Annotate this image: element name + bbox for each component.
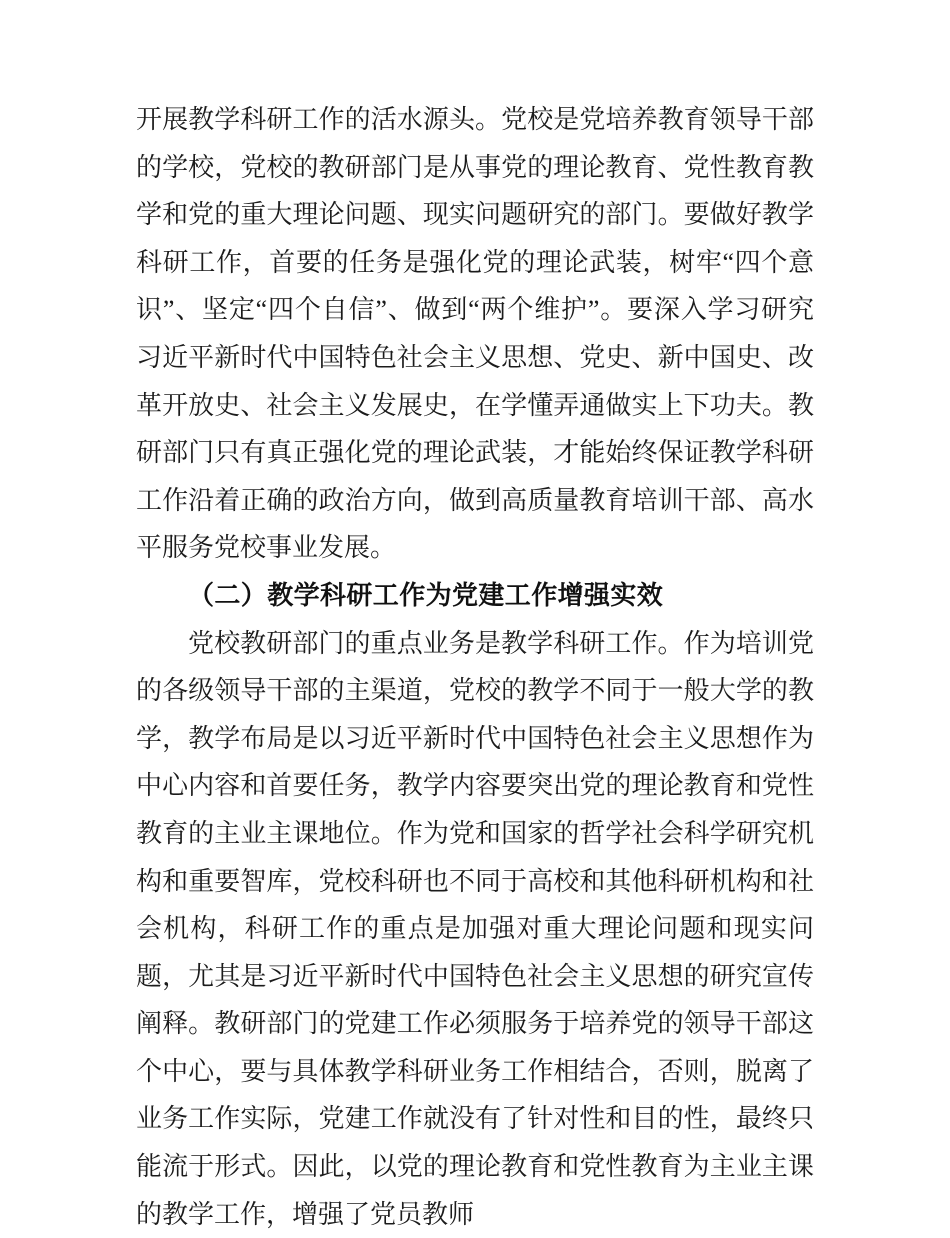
- paragraph-2: 党校教研部门的重点业务是教学科研工作。作为培训党的各级领导干部的主渠道，党校的教学不同于一般大学的教学，教学布局是以习近平新时代中国特色社会主义思想作为中心内容和首要任务，教学内容要突出党的理论教育和党性教育的主业主课地位。作为党和国家的哲学社会科学研究机构和重要智库，党校科研也不同于高校和其他科研机构和社会机构，科研工作的重点是加强对重大理论问题和现实问题，尤其是习近平新时代中国特色社会主义思想的研究宣传阐释。教研部门的党建工作必须服务于培养党的领导干部这个中心，要与具体教学科研业务工作相结合，否则，脱离了业务工作实际，党建工作就没有了针对性和目的性，最终只能流于形式。因此，以党的理论教育和党性教育为主业主课的教学工作，增强了党员教师: [136, 628, 814, 1229]
- text-column: [136, 96, 814, 1238]
- section-heading-2: （二）教学科研工作为党建工作增强实效: [188, 580, 664, 610]
- paragraph-continued: 开展教学科研工作的活水源头。党校是党培养教育领导干部的学校，党校的教研部门是从事党的理论教育、党性教育教学和党的重大理论问题、现实问题研究的部门。要做好教学科研工作，首要的任务是强化党的理论武装，树牢“四个意识”、坚定“四个自信”、做到“两个维护”。要深入学习研究习近平新时代中国特色社会主义思想、党史、新中国史、改革开放史、社会主义发展史，在学懂弄通做实上下功夫。教研部门只有真正强化党的理论武装，才能始终保证教学科研工作沿着正确的政治方向，做到高质量教育培训干部、高水平服务党校事业发展。: [136, 105, 814, 563]
